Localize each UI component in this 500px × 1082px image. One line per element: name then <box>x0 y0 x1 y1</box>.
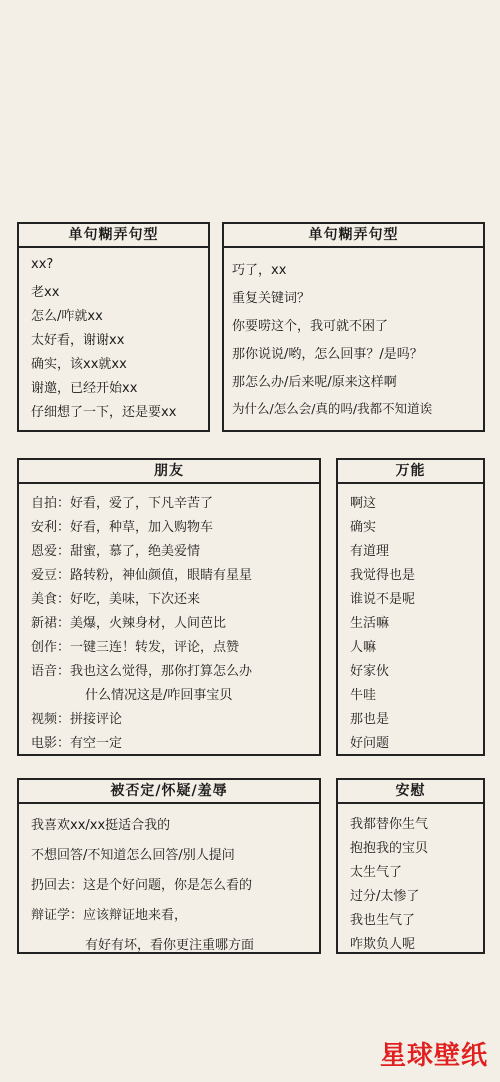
phrase-line: 辩证学：应该辩证地来看， <box>31 908 188 923</box>
box-title: 单句糊弄句型 <box>19 224 208 248</box>
phrase-box-single-right <box>222 222 485 432</box>
phrase-line: 牛哇 <box>350 688 377 703</box>
box-title: 单句糊弄句型 <box>224 224 483 248</box>
box-title: 被否定/怀疑/羞辱 <box>19 780 319 804</box>
phrase-line: 为什么/怎么会/真的吗/我都不知道诶 <box>232 401 433 416</box>
phrase-line: 你要唠这个，我可就不困了 <box>232 319 389 334</box>
phrase-line: 自拍：好看，爱了，下凡辛苦了 <box>31 496 214 511</box>
phrase-line: 我也生气了 <box>350 913 416 928</box>
phrase-line: 生活嘛 <box>350 616 390 631</box>
phrase-box-comfort <box>336 778 485 954</box>
phrase-line: 有道理 <box>350 544 390 559</box>
phrase-line: 视频：拼接评论 <box>31 712 123 727</box>
phrase-line: 过分/太惨了 <box>350 889 420 904</box>
box-title: 安慰 <box>338 780 483 804</box>
phrase-line: 仔细想了一下，还是要xx <box>31 405 177 420</box>
phrase-line: 好家伙 <box>350 664 390 679</box>
phrase-line: 谢邀，已经开始xx <box>31 381 138 396</box>
phrase-line: 抱抱我的宝贝 <box>350 841 429 856</box>
phrase-box-universal <box>336 458 485 756</box>
phrase-line: 我都替你生气 <box>350 817 429 832</box>
phrase-line: 有好有坏，看你更注重哪方面 <box>85 938 255 953</box>
phrase-line: 那你说说/哟，怎么回事？/是吗？ <box>232 347 423 362</box>
phrase-line: 安利：好看，种草，加入购物车 <box>31 520 214 535</box>
phrase-line: 好问题 <box>350 736 390 751</box>
phrase-line: 太生气了 <box>350 865 403 880</box>
phrase-line: 我觉得也是 <box>350 568 416 583</box>
phrase-line: 我喜欢xx/xx挺适合我的 <box>31 818 171 833</box>
box-title: 朋友 <box>19 460 319 484</box>
phrase-line: 创作：一键三连！转发，评论，点赞 <box>31 640 240 655</box>
phrase-line: 什么情况这是/咋回事宝贝 <box>85 688 233 703</box>
phrase-line: 巧了，xx <box>232 263 287 278</box>
phrase-line: 那怎么办/后来呢/原来这样啊 <box>232 375 397 390</box>
phrase-line: 电影：有空一定 <box>31 736 123 751</box>
phrase-line: 确实，该xx就xx <box>31 357 127 372</box>
phrase-box-single-left <box>17 222 210 432</box>
phrase-line: 老xx <box>31 285 60 300</box>
phrase-line: 恩爱：甜蜜，慕了，绝美爱情 <box>31 544 201 559</box>
phrase-line: 不想回答/不知道怎么回答/别人提问 <box>31 848 235 863</box>
phrase-line: 美食：好吃，美味，下次还来 <box>31 592 201 607</box>
phrase-line: 新裙：美爆，火辣身材，人间芭比 <box>31 616 227 631</box>
phrase-line: xx? <box>31 257 54 272</box>
phrase-line: 怎么/咋就xx <box>31 309 103 324</box>
box-title: 万能 <box>338 460 483 484</box>
phrase-line: 重复关键词？ <box>232 291 311 306</box>
phrase-line: 那也是 <box>350 712 390 727</box>
phrase-line: 人嘛 <box>350 640 377 655</box>
phrase-line: 扔回去：这是个好问题，你是怎么看的 <box>31 878 253 893</box>
watermark-text: 星球壁纸 <box>379 1041 488 1071</box>
phrase-line: 咋欺负人呢 <box>350 937 416 952</box>
phrase-line: 啊这 <box>350 496 377 511</box>
phrase-line: 太好看，谢谢xx <box>31 333 125 348</box>
phrase-box-denial <box>17 778 321 954</box>
phrase-line: 谁说不是呢 <box>350 592 416 607</box>
phrase-line: 确实 <box>350 520 377 535</box>
phrase-box-friends <box>17 458 321 756</box>
phrase-line: 爱豆：路转粉，神仙颜值，眼睛有星星 <box>31 568 253 583</box>
phrase-line: 语音：我也这么觉得，那你打算怎么办 <box>31 664 253 679</box>
